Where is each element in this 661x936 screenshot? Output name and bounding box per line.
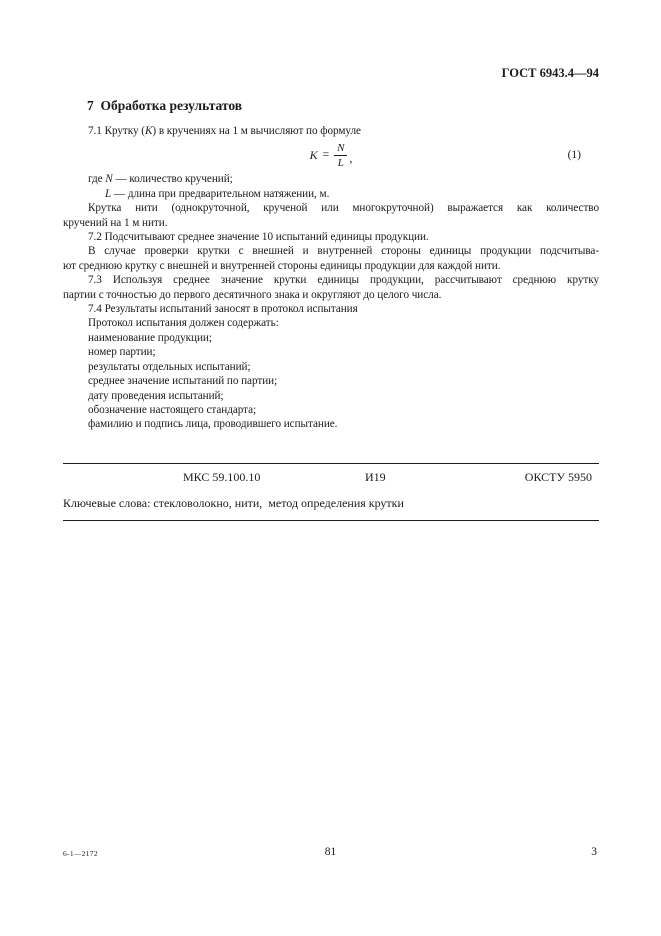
- content-area: [63, 98, 599, 432]
- body-line: [63, 345, 599, 359]
- text-run: наименование продукции;: [88, 331, 212, 344]
- text-run: Протокол испытания должен содержать:: [88, 317, 279, 330]
- body-line: [63, 273, 599, 287]
- formula-row: [63, 139, 599, 171]
- okstu-code: ОКСТУ 5950: [524, 470, 592, 484]
- body-line: [63, 259, 599, 273]
- equation-number: (1): [567, 149, 581, 162]
- body-line: [63, 417, 599, 431]
- text-run: Крутка нити (однокруточной, крученой или многокруточной) выражается как количество: [88, 202, 599, 215]
- text-run: где: [88, 173, 106, 186]
- body-line: [63, 230, 599, 244]
- body-line: [63, 288, 599, 302]
- text-run: фамилию и подпись лица, проводившего испытание.: [88, 418, 338, 431]
- variable: K: [144, 125, 153, 137]
- formula-lhs: K: [309, 147, 318, 162]
- body-line: [63, 403, 599, 417]
- text-run: ) в кручениях на 1 м вычисляют по формуле: [152, 125, 361, 137]
- body-line: [63, 216, 599, 230]
- body-line: [63, 389, 599, 403]
- text-run: 7.3 Используя среднее значение крутки единицы продукции, рассчитывают среднюю крутку: [88, 274, 599, 287]
- body-line: [63, 360, 599, 374]
- text-run: обозначение настоящего стандарта;: [88, 403, 257, 416]
- body-lines-main: [63, 172, 599, 431]
- text-run: номер партии;: [88, 346, 156, 359]
- page-number-center: 81: [324, 846, 337, 858]
- text-run: — длина при предварительном натяжении, м.: [111, 187, 330, 200]
- variable: L: [105, 187, 112, 200]
- section-heading: 7 Обработка результатов: [87, 98, 243, 113]
- body-line: [63, 331, 599, 345]
- mks-classification-code: МКС 59.100.10: [183, 470, 261, 484]
- body-line: [63, 302, 599, 316]
- body-line: [63, 244, 599, 258]
- formula-denominator: L: [337, 156, 344, 169]
- text-run: В случае проверки крутки с внешней и внутренней стороны единицы продукции подсчитыва-: [88, 245, 599, 258]
- page-number-right: 3: [591, 846, 597, 858]
- text-run: 7.2 Подсчитывают среднее значение 10 испытаний единицы продукции.: [88, 231, 429, 244]
- text-run: результаты отдельных испытаний;: [88, 360, 251, 373]
- body-line: [63, 374, 599, 388]
- divider-rule-bottom: [63, 520, 599, 521]
- print-order-code: 6-1—2172: [63, 849, 98, 858]
- divider-rule-top: [63, 463, 599, 464]
- text-run: ют среднюю крутку с внешней и внутренней стороны единицы продукции для каждой нити.: [63, 259, 501, 272]
- formula-fraction: [334, 142, 347, 169]
- text-run: дату проведения испытаний;: [88, 389, 224, 402]
- text-run: партии с точностью до первого десятичного знака и округляют до целого числа.: [63, 288, 442, 301]
- text-run: — количество кручений;: [112, 173, 233, 186]
- formula-equals-sign: =: [322, 149, 330, 162]
- variable: N: [105, 173, 113, 186]
- body-lines-top: [63, 124, 599, 138]
- body-line: [63, 124, 599, 138]
- formula-comma: ,: [349, 151, 353, 165]
- text-run: кручений на 1 м нити.: [63, 216, 168, 229]
- body-line: [63, 172, 599, 186]
- standard-number: ГОСТ 6943.4—94: [501, 66, 599, 80]
- keywords-line: Ключевые слова: стекловолокно, нити, метод определения крутки: [63, 496, 404, 510]
- text-run: среднее значение испытаний по партии;: [88, 375, 278, 388]
- body-line: [63, 316, 599, 330]
- body-line: [63, 201, 599, 215]
- index-code: И19: [365, 470, 386, 484]
- formula: [310, 142, 353, 169]
- body-line: [63, 187, 599, 201]
- text-run: 7.4 Результаты испытаний заносят в протокол испытания: [88, 303, 358, 316]
- formula-numerator: N: [334, 142, 347, 156]
- text-run: 7.1 Крутку (: [88, 125, 145, 137]
